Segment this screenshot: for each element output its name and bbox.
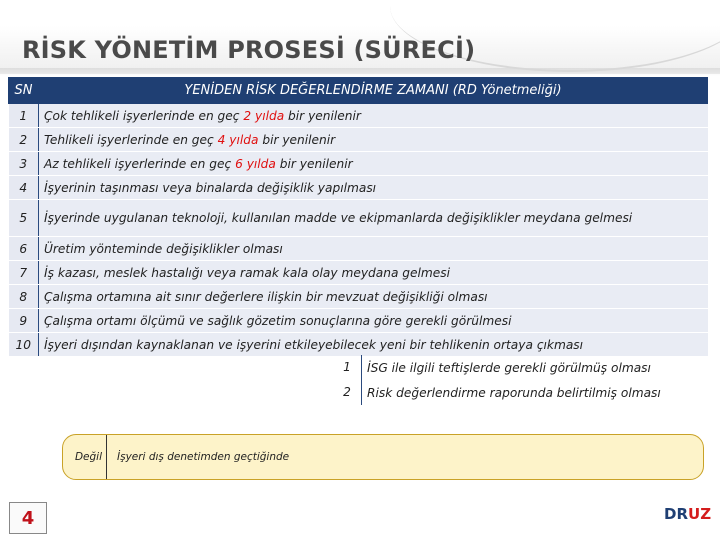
row-number: 3	[9, 152, 39, 176]
row-number: 7	[9, 261, 39, 285]
sub-row-text: İSG ile ilgili teftişlerde gerekli görülmüş olması	[367, 360, 651, 375]
row-number: 1	[9, 104, 39, 128]
table-header-row	[9, 78, 708, 104]
list-item	[333, 355, 687, 380]
list-item	[333, 380, 687, 405]
reassessment-table	[8, 77, 707, 357]
sub-row-text: Risk değerlendirme raporunda belirtilmiş olması	[367, 385, 661, 400]
highlight-period: 4 yılda	[217, 132, 259, 147]
row-text: Çok tehlikeli işyerlerinde en geç 2 yılda bir yenilenir	[39, 104, 708, 128]
table-row	[9, 285, 708, 309]
row-text: Az tehlikeli işyerlerinde en geç 6 yılda bir yenilenir	[39, 152, 708, 176]
row-number: 10	[9, 333, 39, 357]
row-text: Tehlikeli işyerlerinde en geç 4 yılda bir yenilenir	[39, 128, 708, 152]
callout-text: İşyeri dış denetimden geçtiğinde	[117, 451, 290, 463]
druz-logo: DRUZ	[664, 505, 712, 523]
table-row	[9, 176, 708, 200]
sub-row-number: 2	[333, 380, 362, 405]
header-sn: SN	[9, 78, 39, 104]
row-number: 4	[9, 176, 39, 200]
row-text: Çalışma ortamına ait sınır değerlere ilişkin bir mevzuat değişikliği olması	[39, 285, 708, 309]
row-number: 2	[9, 128, 39, 152]
page-number: 4	[9, 502, 47, 534]
table-row	[9, 104, 708, 128]
table-row	[9, 152, 708, 176]
table-row	[9, 237, 708, 261]
external-audit-callout	[62, 434, 704, 480]
row-number: 8	[9, 285, 39, 309]
table-row	[9, 261, 708, 285]
table-row	[9, 309, 708, 333]
row-text: Çalışma ortamı ölçümü ve sağlık gözetim sonuçlarına göre gerekli görülmesi	[39, 309, 708, 333]
callout-label: Değil	[74, 451, 102, 463]
row-text: İş kazası, meslek hastalığı veya ramak kala olay meydana gelmesi	[39, 261, 708, 285]
table-row	[9, 200, 708, 237]
table-row	[9, 333, 708, 357]
highlight-period: 6 yılda	[235, 156, 276, 171]
highlight-period: 2 yılda	[243, 108, 285, 123]
row-number: 9	[9, 309, 39, 333]
page-title: RİSK YÖNETİM PROSESİ (SÜRECİ)	[22, 36, 476, 64]
row-text: İşyerinin taşınması veya binalarda değişiklik yapılması	[39, 176, 708, 200]
row-number: 6	[9, 237, 39, 261]
row-text: İşyeri dışından kaynaklanan ve işyerini etkileyebilecek yeni bir tehlikenin ortaya çıkması	[39, 333, 708, 357]
table-row	[9, 128, 708, 152]
inspection-subtable	[333, 355, 687, 405]
row-number: 5	[9, 200, 39, 237]
sub-row-number: 1	[333, 355, 362, 380]
callout-label-cell	[63, 435, 107, 479]
header-reassessment-time: YENİDEN RİSK DEĞERLENDİRME ZAMANI (RD Yönetmeliği)	[39, 78, 708, 104]
row-text: Üretim yönteminde değişiklikler olması	[39, 237, 708, 261]
row-text: İşyerinde uygulanan teknoloji, kullanılan madde ve ekipmanlarda değişiklikler meydana gelmesi	[39, 200, 708, 237]
